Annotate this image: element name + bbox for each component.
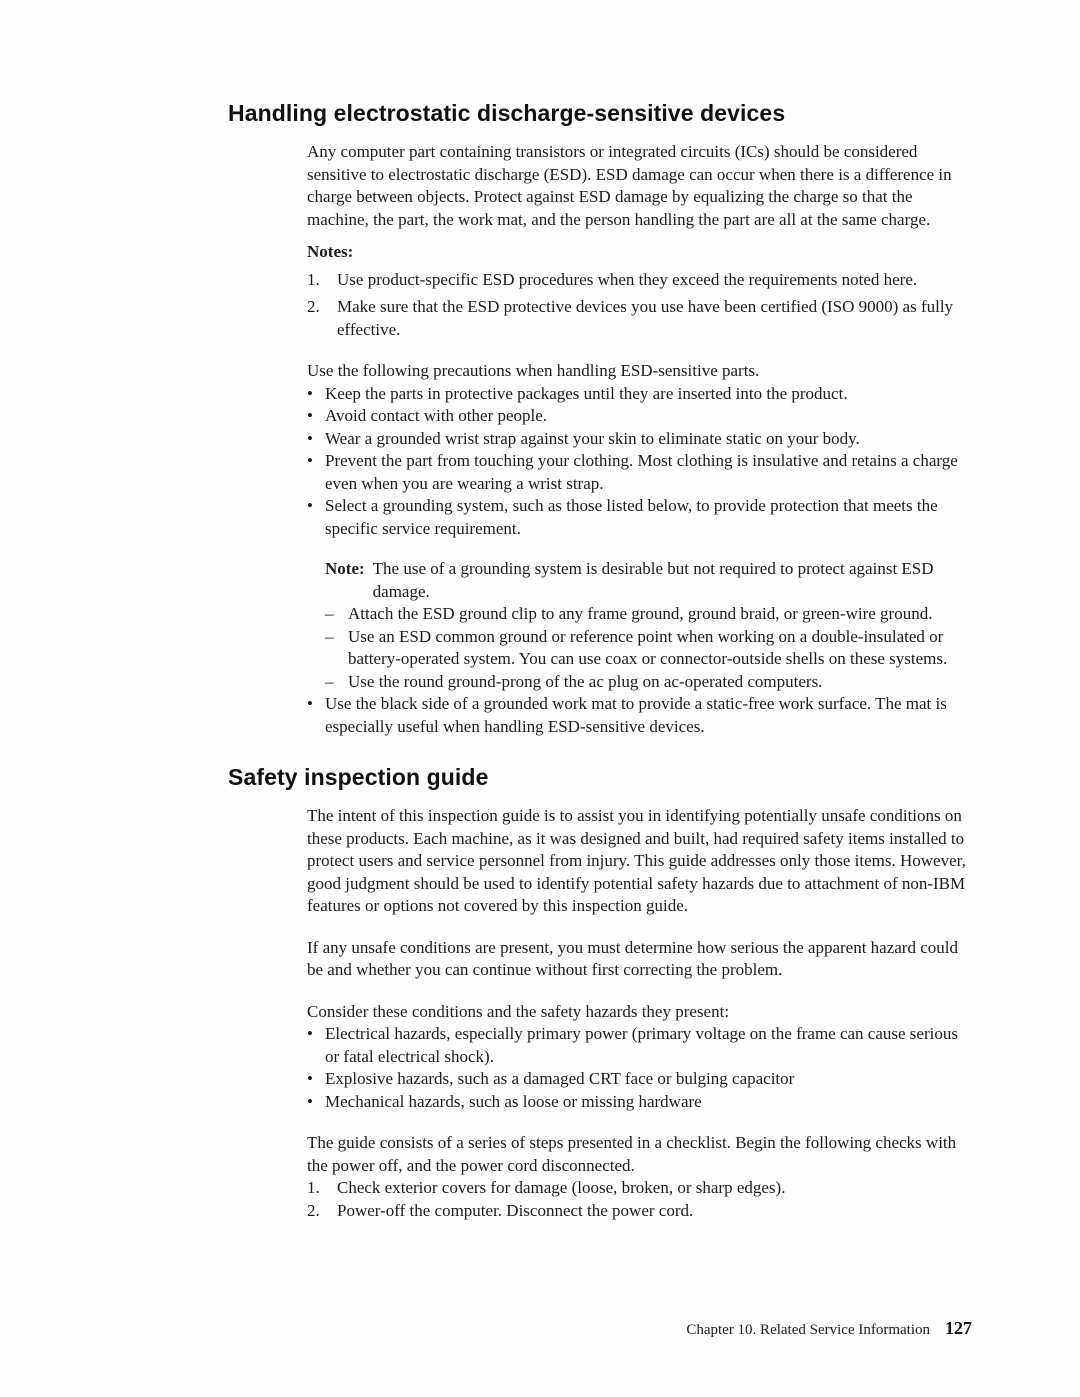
list-item-text: Select a grounding system, such as those listed below, to provide protection that meets the specific service requirement. (325, 496, 938, 538)
list-item (325, 671, 970, 694)
list-item-text: Use an ESD common ground or reference point when working on a double-insulated or battery-operated system. You can use coax or connector-outside shells on these systems. (348, 626, 948, 668)
list-item-text: Make sure that the ESD protective devices you use have been certified (ISO 9000) as fully effective. (337, 297, 954, 339)
list-number: 2. (307, 297, 320, 316)
list-item (307, 1091, 970, 1114)
list-item (307, 693, 970, 738)
safety-paragraph-3: Consider these conditions and the safety hazards they present: (307, 1001, 730, 1021)
bullet-marker: • (307, 1024, 313, 1043)
list-item-text: Use product-specific ESD procedures when they exceed the requirements noted here. (337, 269, 918, 289)
grounding-dash-list (307, 603, 970, 693)
safety-paragraph-4: The guide consists of a series of steps presented in a checklist. Begin the following checks with the power off, and the power cord disconnected. (307, 1133, 957, 1175)
notes-label: Notes: (307, 242, 354, 261)
list-item (307, 1200, 970, 1223)
bullet-marker: • (307, 451, 313, 470)
list-item (307, 405, 970, 428)
bullet-marker: • (307, 383, 313, 403)
safety-section-heading: Safety inspection guide (228, 764, 489, 790)
list-item (325, 603, 970, 626)
footer-chapter-title: Chapter 10. Related Service Information (686, 1321, 930, 1338)
list-item-text: Prevent the part from touching your clothing. Most clothing is insulative and retains a charge even when you are wearing a wrist strap. (325, 451, 958, 493)
esd-section-heading: Handling electrostatic discharge-sensitive devices (228, 100, 786, 126)
list-item (307, 450, 970, 495)
dash-marker: – (325, 604, 334, 623)
section-safety-inspection (228, 764, 970, 1222)
section-esd-handling (228, 100, 970, 738)
safety-section-body (307, 805, 970, 1222)
checklist-steps (307, 1177, 970, 1222)
list-item-text: Keep the parts in protective packages until they are inserted into the product. (325, 383, 848, 403)
safety-paragraph-1: The intent of this inspection guide is to assist you in identifying potentially unsafe conditions on these products. Each machine, as it was designed and built, had required safety items installed to protect users and service personnel from injury. This guide addresses only those items. However, good judgment should be used to identify potential safety hazards due to attachment of non-IBM features or options not covered by this inspection guide. (307, 806, 966, 915)
list-item-text: Attach the ESD ground clip to any frame ground, ground braid, or green-wire ground. (348, 604, 933, 623)
list-item (307, 1023, 970, 1068)
list-item (307, 1177, 970, 1200)
dash-marker: – (325, 626, 334, 646)
list-number: 1. (307, 1178, 320, 1197)
esd-intro-paragraph: Any computer part containing transistors or integrated circuits (ICs) should be considered sensitive to electrostatic discharge (ESD). ESD damage can occur when there is a difference in charge between objects. Protect against ESD damage by equalizing the charge so that the machine, the part, the work mat, and the person handling the part are all at the same charge. (307, 142, 952, 229)
safety-paragraph-2: If any unsafe conditions are present, you must determine how serious the apparent hazard could be and whether you can continue without first correcting the problem. (307, 937, 958, 979)
list-item-text: Electrical hazards, especially primary power (primary voltage on the frame can cause serious or fatal electrical shock). (325, 1024, 958, 1066)
list-item-text: Mechanical hazards, such as loose or missing hardware (325, 1091, 702, 1111)
list-item-text: Wear a grounded wrist strap against your skin to eliminate static on your body. (325, 428, 860, 448)
list-item (307, 1068, 970, 1091)
note-block (325, 558, 970, 603)
list-item (307, 383, 970, 406)
precautions-intro-paragraph: Use the following precautions when handling ESD-sensitive parts. (307, 361, 760, 380)
list-number: 1. (307, 269, 320, 289)
precautions-bullet-list (307, 383, 970, 541)
list-item (307, 428, 970, 451)
list-item-text: Explosive hazards, such as a damaged CRT face or bulging capacitor (325, 1069, 795, 1088)
note-text: The use of a grounding system is desirable but not required to protect against ESD damage. (372, 559, 934, 601)
list-item-text: Use the black side of a grounded work mat to provide a static-free work surface. The mat is especially useful when handling ESD-sensitive devices. (325, 694, 947, 736)
notes-list (307, 269, 970, 342)
bullet-marker: • (307, 496, 313, 515)
list-item (307, 495, 970, 540)
list-item-text: Avoid contact with other people. (325, 406, 548, 425)
list-item (325, 626, 970, 671)
dash-marker: – (325, 671, 334, 691)
list-item-text: Power-off the computer. Disconnect the power cord. (337, 1200, 694, 1220)
list-item (307, 296, 970, 341)
hazards-bullet-list (307, 1023, 970, 1113)
bullet-marker: • (307, 1069, 313, 1088)
list-item (307, 269, 970, 292)
bullet-marker: • (307, 428, 313, 448)
bullet-marker: • (307, 1091, 313, 1111)
list-item-text: Check exterior covers for damage (loose, broken, or sharp edges). (337, 1178, 786, 1197)
page-footer (686, 1317, 972, 1342)
note-label: Note: (325, 559, 365, 578)
esd-section-body (307, 141, 970, 738)
list-item-text: Use the round ground-prong of the ac plug on ac-operated computers. (348, 671, 823, 691)
bullet-marker: • (307, 406, 313, 425)
list-number: 2. (307, 1200, 320, 1220)
bullet-marker: • (307, 694, 313, 713)
footer-page-number: 127 (945, 1317, 972, 1338)
